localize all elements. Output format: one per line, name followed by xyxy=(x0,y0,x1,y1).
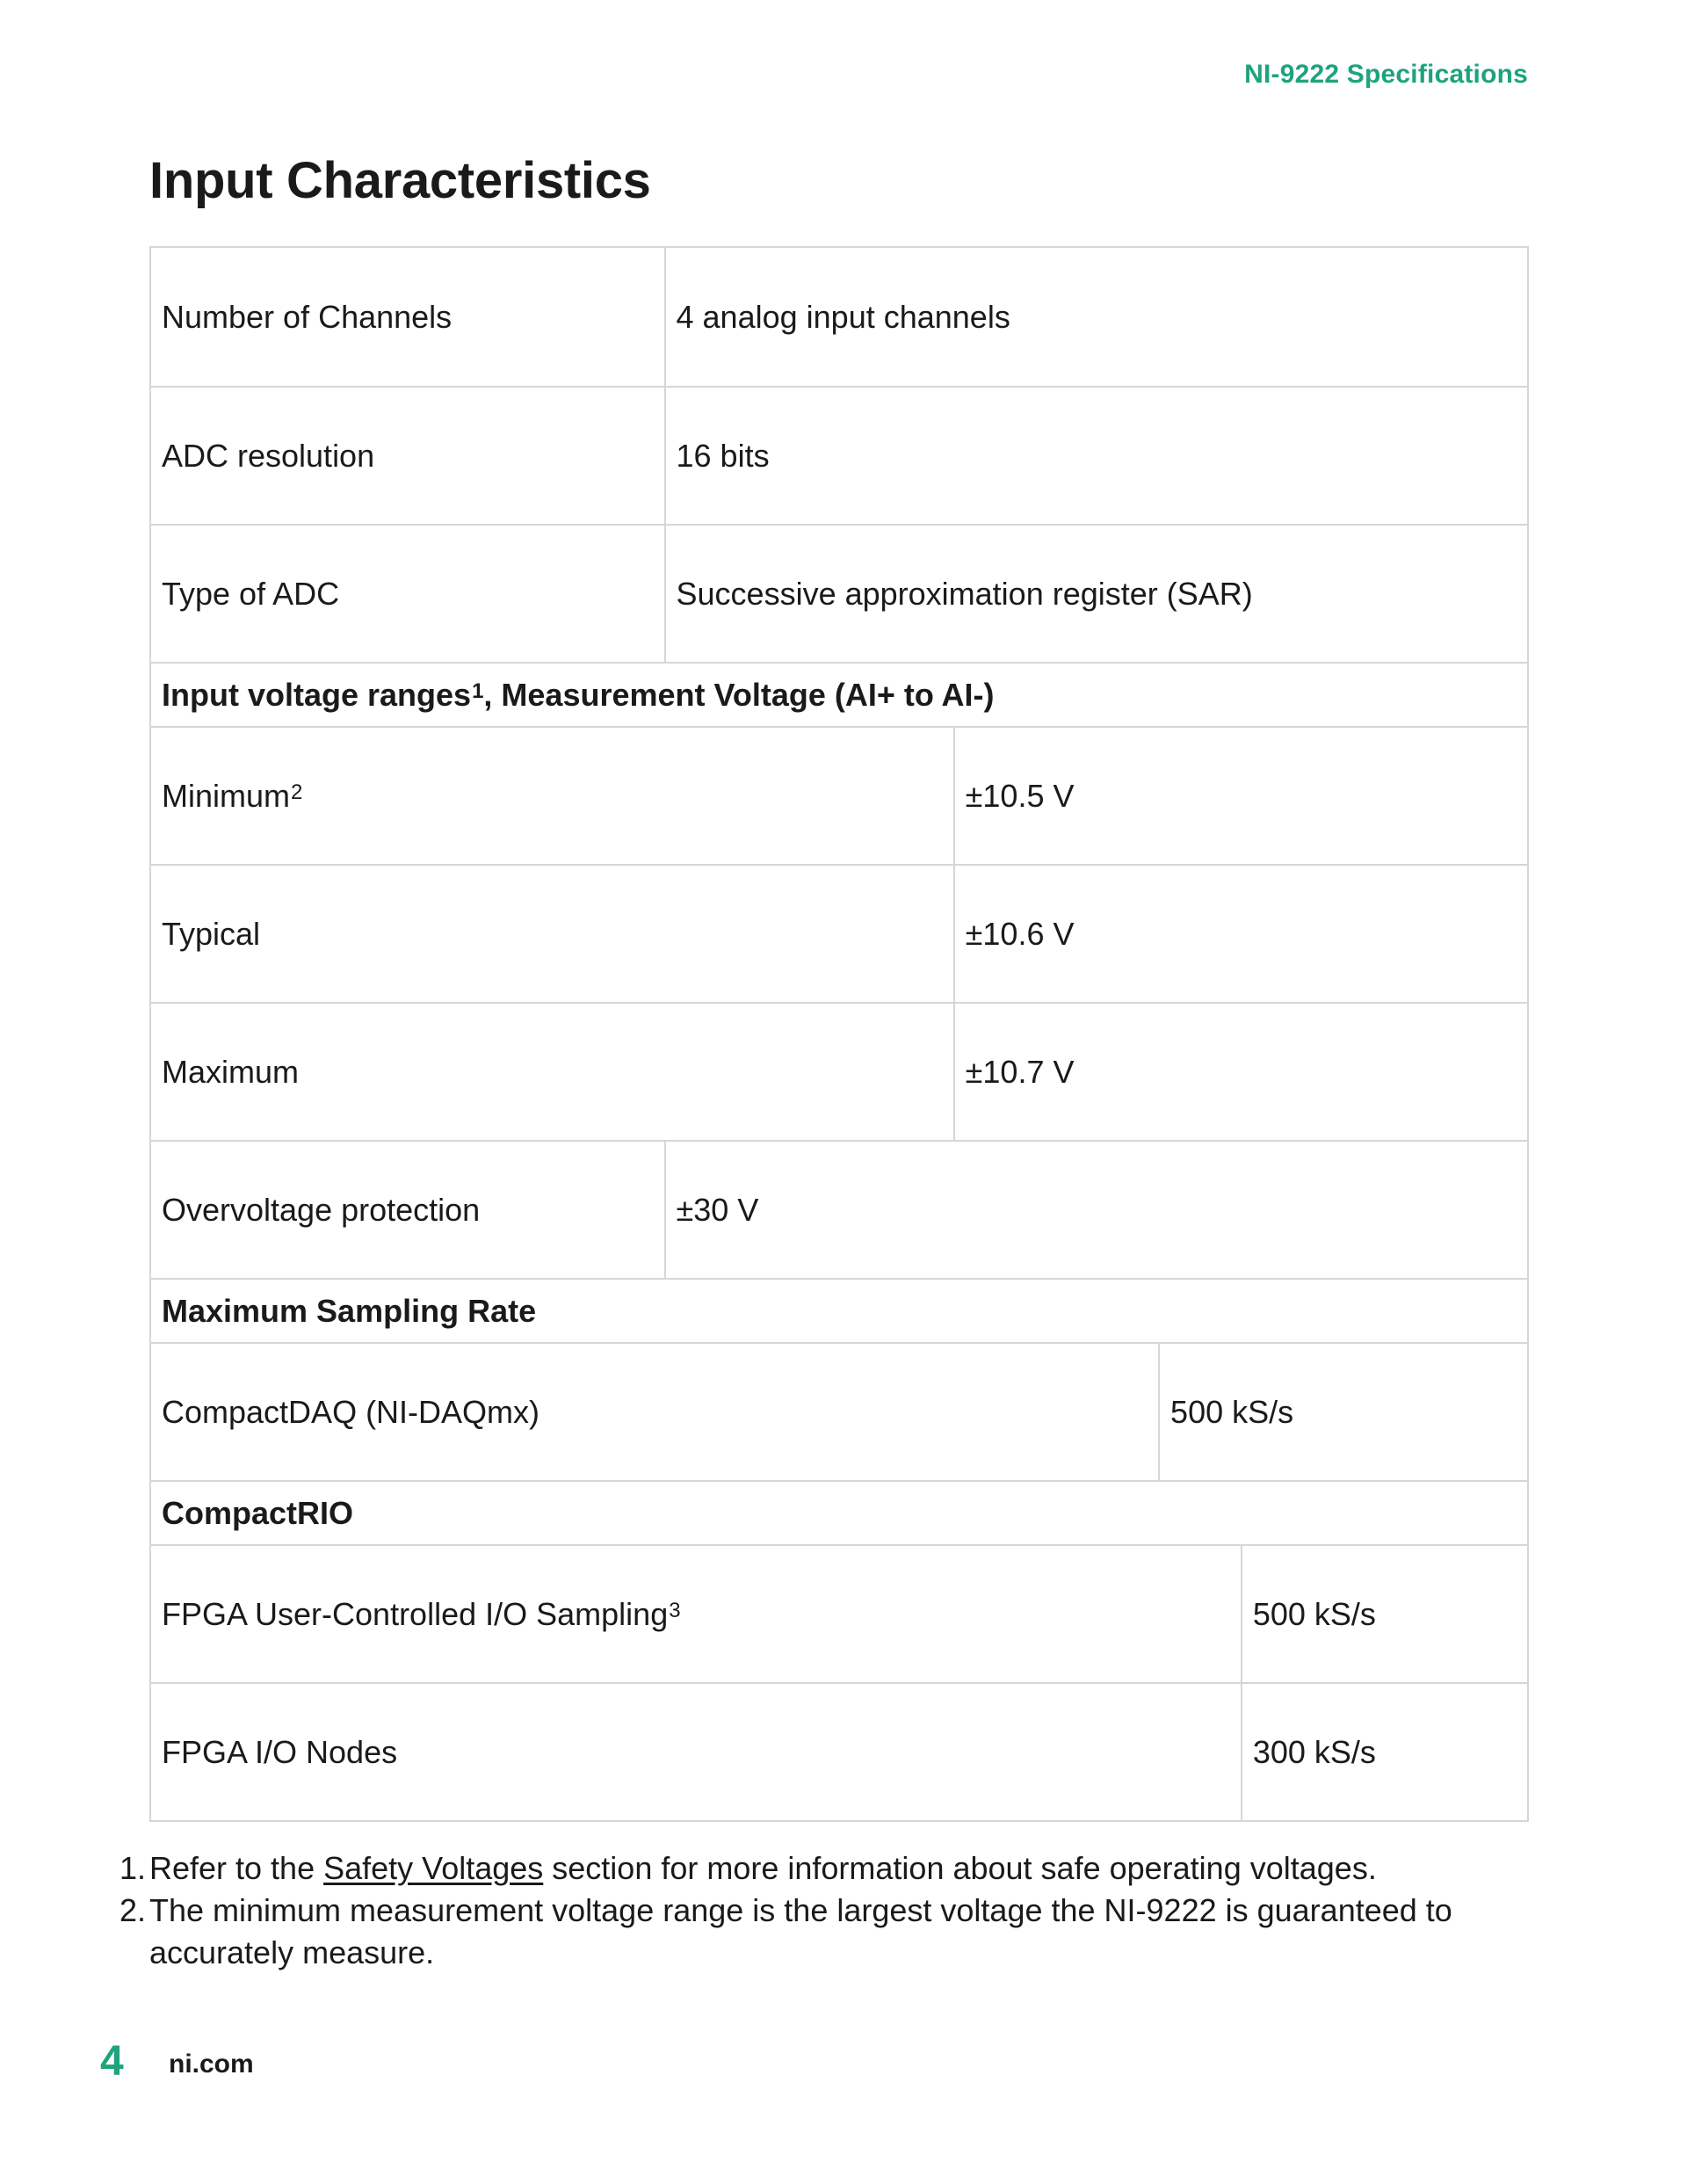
page-number: 4 xyxy=(100,2038,124,2085)
footnote-text: Refer to the xyxy=(149,1850,324,1886)
row-label-text: FPGA User-Controlled I/O Sampling xyxy=(162,1595,669,1632)
section-title: Input Characteristics xyxy=(149,152,651,209)
footnotes-list xyxy=(105,1847,1476,1974)
table-row-number-of-channels xyxy=(151,248,1527,386)
table-subheading-maximum-sampling-rate xyxy=(151,1278,1527,1342)
table-subheading-input-voltage-ranges xyxy=(151,662,1527,726)
row-label: ADC resolution xyxy=(162,437,375,474)
row-value: 4 analog input channels xyxy=(664,248,1527,386)
footnote-number: 1. xyxy=(119,1850,146,1886)
table-row-fpga-user-controlled xyxy=(151,1544,1527,1682)
row-value: 500 kS/s xyxy=(1241,1546,1527,1682)
row-value: Successive approximation register (SAR) xyxy=(664,526,1527,662)
table-row-compactdaq xyxy=(151,1342,1527,1480)
table-row-overvoltage-protection xyxy=(151,1140,1527,1278)
row-value: ±10.5 V xyxy=(953,728,1527,864)
row-value: 300 kS/s xyxy=(1241,1684,1527,1820)
row-label: CompactDAQ (NI-DAQmx) xyxy=(162,1393,540,1430)
row-value: 16 bits xyxy=(664,388,1527,524)
footnote-text: section for more information about safe operating voltages. xyxy=(543,1850,1377,1886)
table-row-typical xyxy=(151,864,1527,1002)
table-row-maximum xyxy=(151,1002,1527,1140)
footnote-ref-1: 1 xyxy=(472,678,484,703)
row-label xyxy=(151,728,953,864)
row-label: Maximum xyxy=(162,1053,300,1090)
footnote-ref-3: 3 xyxy=(669,1598,681,1622)
row-value: ±10.7 V xyxy=(953,1004,1527,1140)
table-subheading-compactrio xyxy=(151,1480,1527,1544)
subheading-text-main: Input voltage ranges xyxy=(162,676,472,713)
footer-site: ni.com xyxy=(169,2050,254,2079)
safety-voltages-link[interactable]: Safety Voltages xyxy=(323,1850,544,1886)
row-label: Type of ADC xyxy=(162,575,340,612)
footnote-2 xyxy=(105,1890,1476,1974)
spec-table xyxy=(149,246,1529,1822)
row-label-text: Minimum xyxy=(162,777,291,814)
footnote-text: The minimum measurement voltage range is the largest voltage the NI-9222 is guaranteed to accurately measure. xyxy=(149,1892,1452,1970)
row-label: FPGA I/O Nodes xyxy=(162,1733,398,1770)
footnote-number: 2. xyxy=(119,1892,146,1928)
row-label: Typical xyxy=(162,915,261,952)
subheading-text: Maximum Sampling Rate xyxy=(162,1292,537,1329)
row-label: Overvoltage protection xyxy=(162,1191,481,1228)
row-label xyxy=(151,1546,1241,1682)
footnote-1 xyxy=(105,1847,1476,1890)
table-row-fpga-io-nodes xyxy=(151,1682,1527,1820)
subheading-text-rest: , Measurement Voltage (AI+ to AI-) xyxy=(483,676,995,713)
row-value: 500 kS/s xyxy=(1158,1344,1527,1480)
table-row-adc-resolution xyxy=(151,386,1527,524)
subheading-text xyxy=(151,664,1527,726)
footnote-ref-2: 2 xyxy=(291,780,303,804)
row-value: ±30 V xyxy=(664,1142,1527,1278)
table-row-type-of-adc xyxy=(151,524,1527,662)
subheading-text: CompactRIO xyxy=(162,1494,354,1531)
row-value: ±10.6 V xyxy=(953,866,1527,1002)
table-row-minimum xyxy=(151,726,1527,864)
row-label: Number of Channels xyxy=(162,298,453,335)
running-header-title: NI-9222 Specifications xyxy=(1244,60,1528,89)
